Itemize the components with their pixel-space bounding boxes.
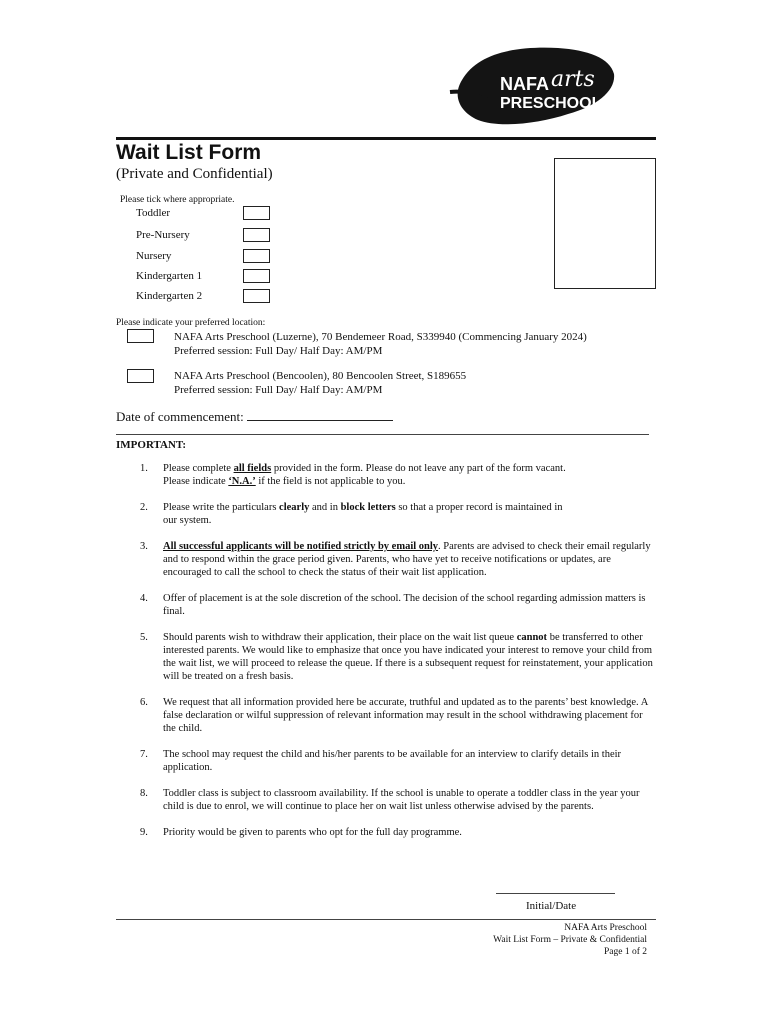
level-label-nursery: Nursery (136, 250, 172, 262)
svg-text:PRESCHOOL: PRESCHOOL (500, 95, 602, 112)
footer-page-number: Page 1 of 2 (603, 947, 647, 957)
checkbox-pre-nursery[interactable] (243, 228, 270, 242)
location-instruction: Please indicate your preferred location: (116, 318, 266, 328)
form-title: Wait List Form (116, 141, 262, 164)
svg-text:NAFA: NAFA (500, 74, 549, 94)
checkbox-k1[interactable] (243, 269, 270, 283)
location-luzerne-session: Preferred session: Full Day/ Half Day: AM/PM (174, 345, 383, 357)
list-item: 3. All successful applicants will be notified strictly by email only. Parents are advised to check their email regularly and to respond within the grace period given. Parents, who have yet to receive notifications or updates, are encouraged to call the school to check the status of their wait list application. (140, 541, 651, 578)
initial-date-label: Initial/Date (526, 900, 577, 912)
list-item: 1. Please complete all fields provided in the form. Please do not leave any part of the form vacant. Please indicate ‘N.A.’ if the field is not applicable to you. (140, 463, 566, 487)
item-number: 6. (140, 697, 148, 708)
footer-school: NAFA Arts Preschool (564, 923, 647, 933)
checkbox-bencoolen[interactable] (127, 369, 154, 383)
item-number: 9. (140, 827, 148, 838)
nafa-arts-preschool-logo (448, 40, 616, 132)
level-label-k2: Kindergarten 2 (136, 290, 203, 302)
header-rule (116, 137, 656, 140)
important-list (136, 462, 656, 839)
form-subtitle: (Private and Confidential) (116, 166, 273, 182)
checkbox-luzerne[interactable] (127, 329, 154, 343)
list-item: 8. Toddler class is subject to classroom availability. If the school is unable to operate a toddler class in the year your child is due to enrol, we will continue to place her on wait list unless otherwise advised by the parents. (140, 788, 640, 812)
important-heading: IMPORTANT: (116, 439, 187, 451)
page-footer (493, 922, 647, 958)
location-luzerne (174, 330, 587, 358)
checkbox-nursery[interactable] (243, 249, 270, 263)
item-number: 2. (140, 502, 148, 513)
section-rule (116, 434, 649, 435)
location-luzerne-name: NAFA Arts Preschool (Luzerne), 70 Bendemeer Road, S339940 (Commencing January 2024) (174, 331, 587, 343)
item-number: 5. (140, 632, 148, 643)
item-number: 7. (140, 749, 148, 760)
item-number: 3. (140, 541, 148, 552)
checkbox-k2[interactable] (243, 289, 270, 303)
commencement-date-label: Date of commencement: (116, 409, 248, 424)
initial-date-field[interactable] (496, 893, 615, 894)
list-item: 6. We request that all information provided here be accurate, truthful and updated as to the parents’ best knowledge. A false declaration or wilful suppression of relevant information may result in the school withdrawing placement for the child. (140, 697, 648, 734)
level-label-pre-nursery: Pre-Nursery (136, 229, 190, 241)
photo-box (554, 158, 656, 289)
list-item: 5. Should parents wish to withdraw their application, their place on the wait list queue cannot be transferred to other interested parents. We would like to emphasize that once you have indicated your interest to remove your child from the wait list, we will proceed to release the queue. If there is a subsequent request for reinstatement, your application will be treated on a fresh basis. (140, 632, 653, 682)
commencement-date-row (116, 409, 393, 425)
location-bencoolen-name: NAFA Arts Preschool (Bencoolen), 80 Bencoolen Street, S189655 (174, 370, 467, 382)
item-number: 1. (140, 463, 148, 474)
tick-instruction: Please tick where appropriate. (120, 195, 235, 205)
list-item: 7. The school may request the child and his/her parents to be available for an interview to clarify details in their application. (140, 749, 622, 773)
footer-rule (116, 919, 656, 920)
list-item: 4. Offer of placement is at the sole discretion of the school. The decision of the school regarding admission matters is final. (140, 593, 646, 617)
level-label-k1: Kindergarten 1 (136, 270, 203, 282)
level-label-toddler: Toddler (136, 207, 171, 219)
checkbox-toddler[interactable] (243, 206, 270, 220)
location-bencoolen-session: Preferred session: Full Day/ Half Day: AM/PM (174, 384, 383, 396)
list-item: 9. Priority would be given to parents who opt for the full day programme. (140, 827, 462, 838)
list-item: 2. Please write the particulars clearly and in block letters so that a proper record is maintained in our system. (140, 502, 563, 526)
location-bencoolen (174, 369, 466, 397)
item-number: 4. (140, 593, 148, 604)
svg-text:arts: arts (551, 67, 595, 92)
footer-form-name: Wait List Form – Private & Confidential (493, 935, 647, 945)
item-number: 8. (140, 788, 148, 799)
commencement-date-field[interactable] (247, 410, 393, 421)
